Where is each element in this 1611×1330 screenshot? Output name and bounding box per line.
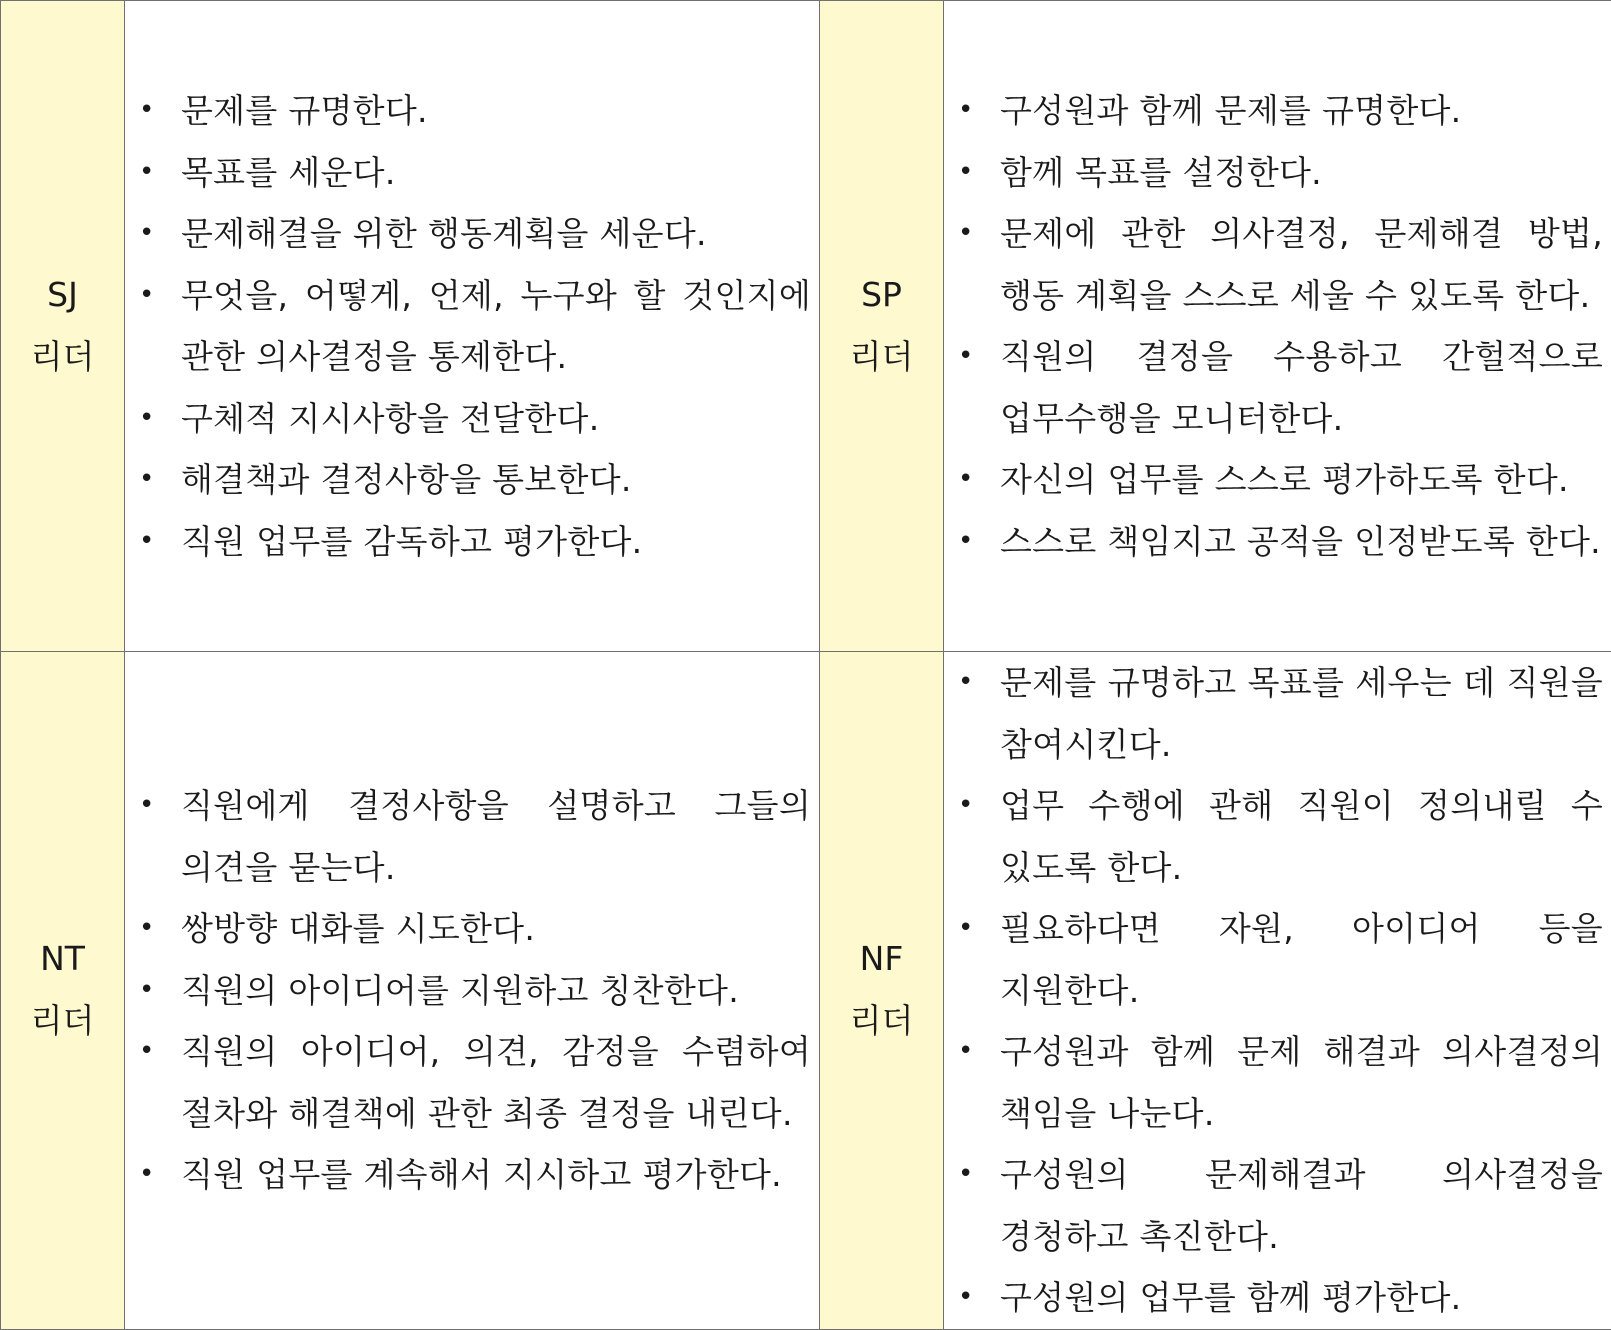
nf-content-cell [944, 652, 1611, 1330]
list-item [1000, 326, 1603, 449]
list-item [181, 960, 811, 1022]
sp-content-cell [944, 1, 1611, 652]
list-item-text: 문제를 규명하고 목표를 세우는 데 직원을 참여시킨다. [1000, 663, 1603, 764]
bullet-icon: • [139, 898, 159, 960]
list-item-text: 무엇을, 어떻게, 언제, 누구와 할 것인지에 관한 의사결정을 통제한다. [181, 276, 811, 377]
list-item-text: 구성원의 업무를 함께 평가한다. [1000, 1278, 1461, 1317]
list-item [1000, 775, 1603, 898]
nt-label-cell [1, 652, 125, 1330]
nt-bullet-list [125, 775, 819, 1206]
list-item [181, 388, 811, 450]
bullet-icon: • [958, 898, 978, 960]
bullet-icon: • [958, 1144, 978, 1206]
bullet-icon: • [958, 775, 978, 837]
list-item-text: 문제를 규명한다. [181, 91, 428, 130]
list-item [181, 898, 811, 960]
list-item [1000, 1021, 1603, 1144]
list-item [181, 142, 811, 204]
list-item-text: 직원 업무를 감독하고 평가한다. [181, 522, 642, 561]
bullet-icon: • [958, 326, 978, 388]
list-item-text: 직원의 결정을 수용하고 간헐적으로 업무수행을 모니터한다. [1000, 337, 1603, 438]
list-item [1000, 80, 1603, 142]
sj-label-cell [1, 1, 125, 652]
list-item [181, 449, 811, 511]
bullet-icon: • [958, 511, 978, 573]
sj-content-cell [125, 1, 820, 652]
list-item [1000, 203, 1603, 326]
list-item [1000, 652, 1603, 775]
list-item [181, 511, 811, 573]
list-item-text: 직원에게 결정사항을 설명하고 그들의 의견을 묻는다. [181, 786, 811, 887]
list-item [1000, 511, 1603, 573]
sj-label-type: SJ [1, 264, 124, 326]
bullet-icon: • [958, 652, 978, 714]
table-row [1, 652, 1611, 1330]
list-item-text: 직원의 아이디어, 의견, 감정을 수렴하여 절차와 해결책에 관한 최종 결정을 내린다. [181, 1032, 811, 1133]
list-item [1000, 1267, 1603, 1329]
list-item [181, 265, 811, 388]
list-item-text: 문제에 관한 의사결정, 문제해결 방법, 행동 계획을 스스로 세울 수 있도록 한다. [1000, 214, 1603, 315]
table-row [1, 1, 1611, 652]
list-item-text: 목표를 세운다. [181, 153, 396, 192]
list-item-text: 필요하다면 자원, 아이디어 등을 지원한다. [1000, 909, 1603, 1010]
list-item [1000, 449, 1603, 511]
sp-label-type: SP [820, 264, 943, 326]
list-item-text: 문제해결을 위한 행동계획을 세운다. [181, 214, 707, 253]
list-item-text: 함께 목표를 설정한다. [1000, 153, 1322, 192]
list-item [181, 1144, 811, 1206]
bullet-icon: • [139, 203, 159, 265]
list-item [1000, 142, 1603, 204]
bullet-icon: • [139, 1144, 159, 1206]
sj-label-role: 리더 [1, 326, 124, 388]
bullet-icon: • [139, 511, 159, 573]
list-item-text: 구성원과 함께 문제를 규명한다. [1000, 91, 1461, 130]
list-item [181, 80, 811, 142]
bullet-icon: • [958, 1021, 978, 1083]
list-item-text: 업무 수행에 관해 직원이 정의내릴 수 있도록 한다. [1000, 786, 1603, 887]
nt-content-cell [125, 652, 820, 1330]
bullet-icon: • [139, 960, 159, 1022]
nf-label-cell [820, 652, 944, 1330]
sj-bullet-list [125, 80, 819, 572]
sp-label-role: 리더 [820, 326, 943, 388]
list-item [181, 1021, 811, 1144]
bullet-icon: • [139, 80, 159, 142]
bullet-icon: • [139, 449, 159, 511]
sp-bullet-list [944, 80, 1611, 572]
bullet-icon: • [958, 203, 978, 265]
sp-label-cell [820, 1, 944, 652]
list-item [181, 775, 811, 898]
nt-label-role: 리더 [1, 990, 124, 1052]
list-item-text: 구성원의 문제해결과 의사결정을 경청하고 촉진한다. [1000, 1155, 1603, 1256]
list-item-text: 직원 업무를 계속해서 지시하고 평가한다. [181, 1155, 782, 1194]
list-item [1000, 1144, 1603, 1267]
nt-label-type: NT [1, 928, 124, 990]
list-item-text: 해결책과 결정사항을 통보한다. [181, 460, 632, 499]
bullet-icon: • [958, 449, 978, 511]
list-item-text: 직원의 아이디어를 지원하고 칭찬한다. [181, 971, 739, 1010]
bullet-icon: • [139, 1021, 159, 1083]
bullet-icon: • [958, 80, 978, 142]
list-item-text: 쌍방향 대화를 시도한다. [181, 909, 535, 948]
list-item-text: 구성원과 함께 문제 해결과 의사결정의 책임을 나눈다. [1000, 1032, 1603, 1133]
bullet-icon: • [139, 265, 159, 327]
list-item-text: 스스로 책임지고 공적을 인정받도록 한다. [1000, 522, 1601, 561]
nf-label-role: 리더 [820, 990, 943, 1052]
bullet-icon: • [139, 775, 159, 837]
bullet-icon: • [139, 142, 159, 204]
nf-bullet-list [944, 652, 1611, 1329]
list-item-text: 자신의 업무를 스스로 평가하도록 한다. [1000, 460, 1569, 499]
list-item [181, 203, 811, 265]
bullet-icon: • [139, 388, 159, 450]
bullet-icon: • [958, 142, 978, 204]
list-item [1000, 898, 1603, 1021]
list-item-text: 구체적 지시사항을 전달한다. [181, 399, 600, 438]
bullet-icon: • [958, 1267, 978, 1329]
nf-label-type: NF [820, 928, 943, 990]
